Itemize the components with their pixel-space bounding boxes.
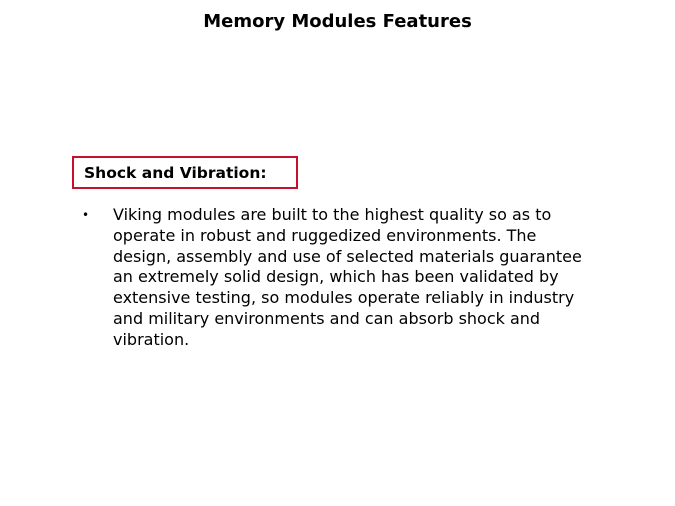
bullet-list-item: [82, 205, 622, 351]
slide-title: Memory Modules Features: [203, 11, 472, 32]
section-heading: Shock and Vibration:: [84, 163, 267, 182]
section-heading-box: [72, 156, 298, 189]
bullet-marker: •: [82, 208, 90, 222]
bullet-text: Viking modules are built to the highest quality so as to operate in robust and ruggedized environments. The design, assembly and use of selected materials guarantee an extremely solid design, which has been validated by extensive testing, so modules operate reliably in industry and military environments and can absorb shock and vibration.: [113, 205, 582, 349]
